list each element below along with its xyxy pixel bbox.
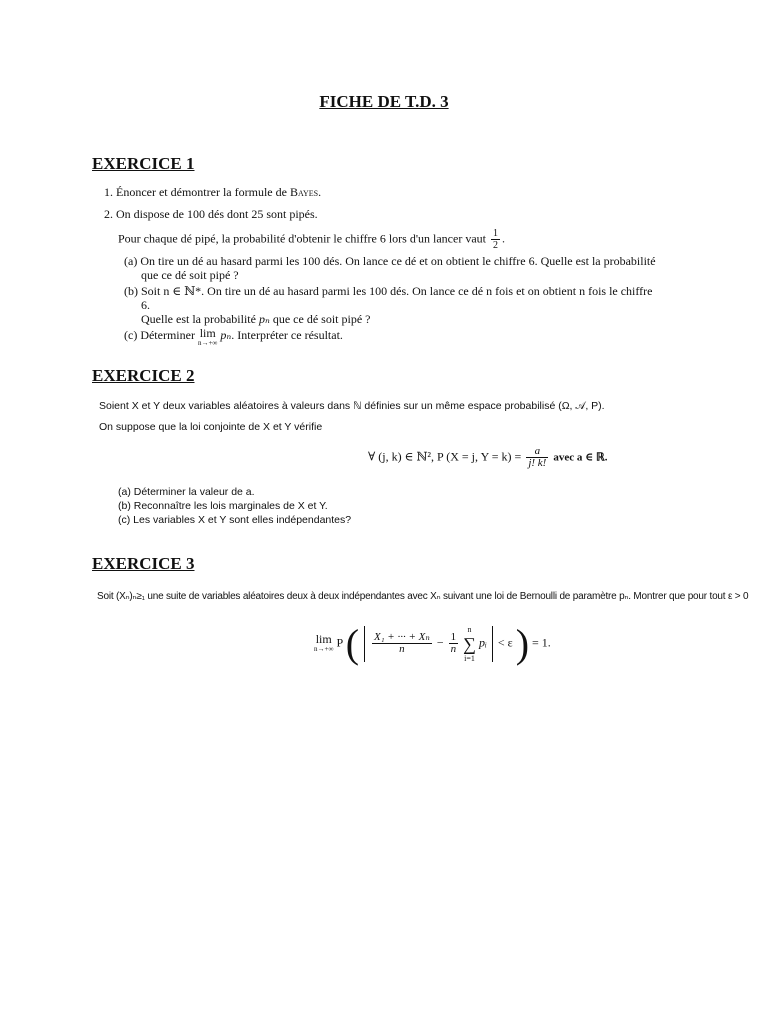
sigma-icon: ∑	[463, 633, 476, 654]
ex1-question-b-3-pre: Quelle est la probabilité	[141, 312, 256, 326]
ex2-question-b: (b) Reconnaître les lois marginales de X et Y.	[118, 500, 328, 512]
ex3-limit	[314, 631, 334, 654]
ex3-lt-eps: < ε	[497, 635, 513, 650]
ex1-question-b-3	[141, 312, 370, 326]
exercise-2-heading: EXERCICE 2	[92, 366, 195, 385]
ex1-item-2-b: Pour chaque dé pipé, la probabilité d'obtenir le chiffre 6 lors d'un lancer vaut $\frac{1}{2}$ .	[118, 228, 505, 251]
ex2-formula-den: j! k!	[528, 457, 547, 469]
fraction-one-half-num: 1	[492, 228, 498, 239]
ex3-line-1: Soit (Xₙ)ₙ≥₁ une suite de variables aléatoires deux à deux indépendantes avec Xₙ suivant une loi de Bernoulli de paramètre pₙ. Montrer que pour tout ε > 0	[97, 591, 749, 602]
ex3-abs-close	[492, 626, 493, 662]
ex1-item-1-text: 1. Énoncer et démontrer la formule de	[104, 185, 287, 199]
ex2-question-a: (a) Déterminer la valeur de a.	[118, 486, 255, 498]
ex1-question-a-2: que ce dé soit pipé ?	[141, 268, 239, 282]
ex1-item-1-name: Bayes	[289, 185, 319, 199]
ex3-close-paren: )	[515, 621, 530, 666]
fraction-one-half	[491, 228, 500, 251]
ex1-question-c	[124, 328, 343, 348]
ex2-line-1: Soient X et Y deux variables aléatoires à valeurs dans ℕ définies sur un même espace probabilisé (Ω, 𝒜, P).	[99, 400, 605, 412]
ex2-formula-left: ∀ (j, k) ∈ ℕ², P (X = j, Y = k) =	[368, 449, 522, 464]
ex3-sum-bottom: i=1	[464, 653, 475, 663]
ex3-sum	[463, 624, 476, 664]
ex3-fraction-sum	[372, 632, 432, 655]
ex1-item-1: 1. Énoncer et démontrer la formule de Bayes.	[104, 185, 322, 199]
ex3-fraction-one-num: 1	[450, 631, 457, 643]
ex3-fraction-one-den: n	[450, 643, 457, 655]
ex2-formula-right: avec a ∈ ℝ.	[553, 451, 608, 464]
ex3-limit-formula	[314, 620, 551, 667]
exercise-3-heading: EXERCICE 3	[92, 554, 195, 573]
ex3-limit-lim: lim	[315, 631, 332, 646]
ex1-question-c-var: pₙ	[220, 328, 232, 342]
ex3-fraction-sum-num: X₁ + ··· + Xₙ	[374, 631, 430, 643]
ex3-sum-term: pᵢ	[478, 635, 487, 650]
ex3-equals: = 1.	[532, 635, 551, 650]
ex1-limit-lim: lim	[199, 326, 216, 340]
ex2-question-c: (c) Les variables X et Y sont elles indépendantes?	[118, 514, 352, 526]
ex1-item-2-b-text: Pour chaque dé pipé, la probabilité d'obtenir le chiffre 6 lors d'un lancer vaut	[118, 231, 486, 246]
ex1-limit	[198, 328, 217, 348]
exercise-1-heading: EXERCICE 1	[92, 154, 195, 173]
page-title: FICHE DE T.D. 3	[319, 92, 449, 111]
ex1-question-b-1: (b) Soit n ∈ ℕ*. On tire un dé au hasard parmi les 100 dés. On lance ce dé n fois et on obtient n fois le chiffre	[124, 284, 653, 298]
ex1-limit-sub: n→+∞	[197, 339, 218, 347]
ex3-prob: P	[336, 635, 343, 650]
ex1-question-a-1: (a) On tire un dé au hasard parmi les 100 dés. On lance ce dé et on obtient le chiffre 6. Quelle est la probabilité	[124, 254, 656, 268]
ex2-formula-fraction	[526, 446, 548, 469]
ex3-fraction-sum-den: n	[399, 643, 405, 655]
fraction-one-half-den: 2	[492, 240, 498, 251]
ex3-open-paren: (	[345, 621, 360, 666]
ex1-question-c-post: . Interpréter ce résultat.	[231, 328, 343, 342]
ex3-sum-top: n	[467, 624, 472, 634]
ex2-formula-num: a	[526, 446, 548, 458]
ex1-question-c-pre: (c) Déterminer	[124, 328, 195, 342]
ex1-question-b-3-var: pₙ	[258, 312, 270, 326]
ex1-question-b-2: 6.	[141, 298, 150, 312]
ex1-item-2: 2. On dispose de 100 dés dont 25 sont pipés.	[104, 207, 318, 221]
ex1-question-b-3-post: que ce dé soit pipé ?	[272, 312, 371, 326]
ex3-limit-sub: n→+∞	[314, 644, 334, 653]
ex3-abs-open	[364, 626, 365, 662]
ex3-fraction-one-over-n	[449, 632, 459, 655]
ex2-line-2: On suppose que la loi conjointe de X et Y vérifie	[99, 421, 323, 433]
ex3-minus: −	[436, 635, 444, 650]
ex2-joint-law-formula	[368, 446, 607, 469]
